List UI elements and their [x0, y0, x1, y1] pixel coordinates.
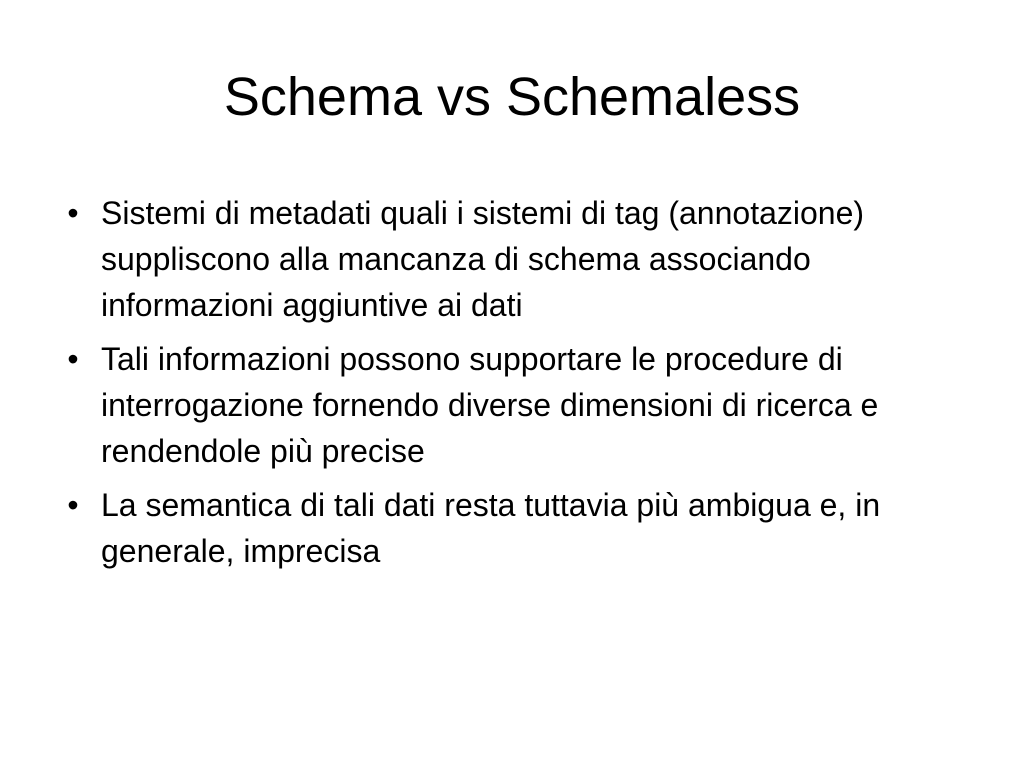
bullet-text: Sistemi di metadati quali i sistemi di tag (annotazione) suppliscono alla mancanza di schema associando informazioni aggiuntive ai dati — [101, 195, 865, 323]
bullet-text: La semantica di tali dati resta tuttavia più ambigua e, in generale, imprecisa — [101, 487, 881, 569]
bullet-item — [58, 336, 958, 474]
bullet-dot-icon: • — [67, 195, 79, 231]
bullet-list — [58, 190, 958, 582]
slide-title: Schema vs Schemaless — [223, 67, 801, 127]
bullet-item — [58, 190, 958, 328]
bullet-dot-icon: • — [67, 487, 79, 523]
bullet-dot-icon: • — [67, 341, 79, 377]
bullet-item — [58, 482, 958, 574]
bullet-text: Tali informazioni possono supportare le procedure di interrogazione fornendo diverse dimensioni di ricerca e rendendole più precise — [101, 341, 879, 469]
